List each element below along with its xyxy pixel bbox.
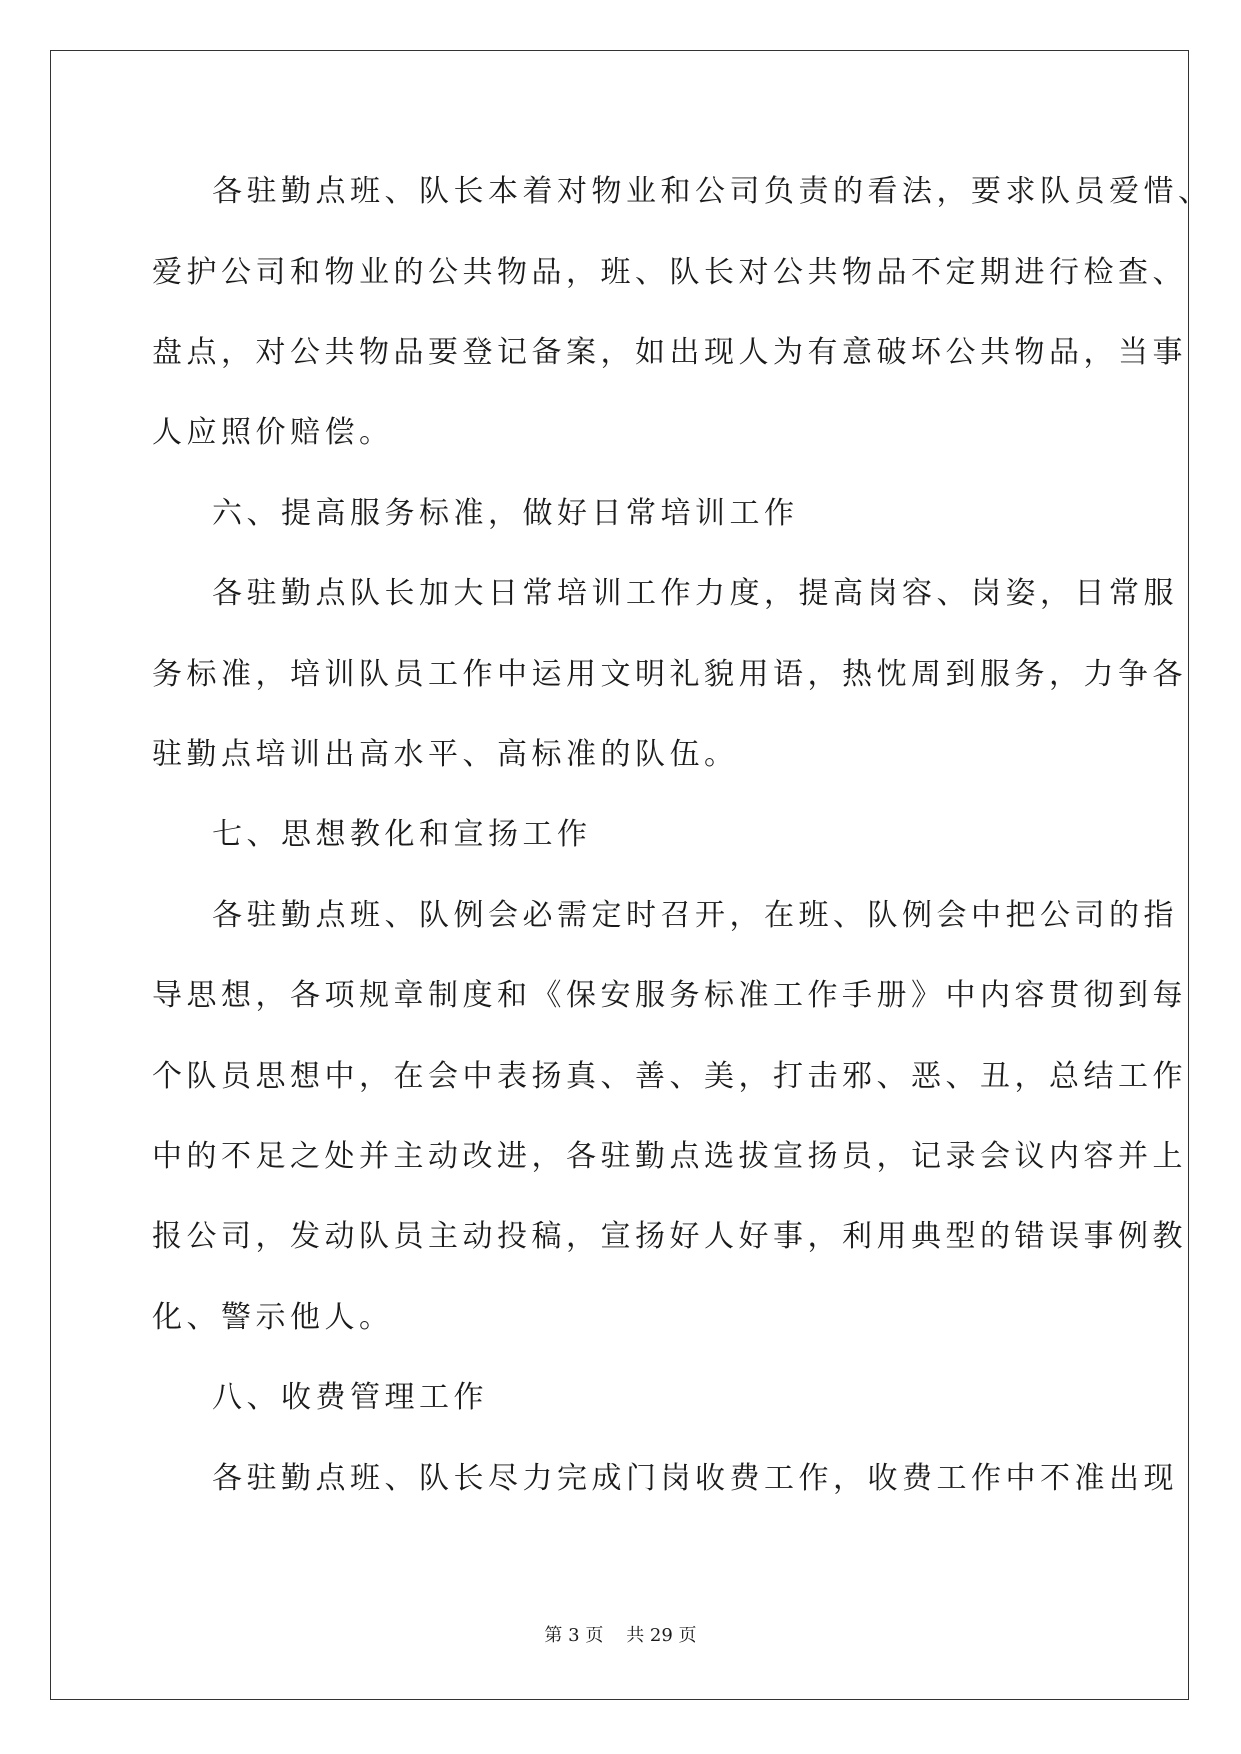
paragraph-line: 个队员思想中，在会中表扬真、善、美，打击邪、恶、丑，总结工作 xyxy=(152,1059,1187,1094)
paragraph-line: 各驻勤点队长加大日常培训工作力度，提高岗容、岗姿，日常服 xyxy=(212,576,1178,611)
page-border xyxy=(50,50,1189,1700)
paragraph-line: 中的不足之处并主动改进，各驻勤点选拔宣扬员，记录会议内容并上 xyxy=(152,1139,1187,1174)
paragraph-line: 爱护公司和物业的公共物品，班、队长对公共物品不定期进行检查、 xyxy=(152,255,1187,290)
section-heading: 八、收费管理工作 xyxy=(212,1380,488,1415)
paragraph-line: 盘点，对公共物品要登记备案，如出现人为有意破坏公共物品，当事 xyxy=(152,335,1187,370)
page-number-footer: 第 3 页 共 29 页 xyxy=(544,1625,697,1646)
paragraph-line: 各驻勤点班、队例会必需定时召开，在班、队例会中把公司的指 xyxy=(212,898,1178,933)
paragraph-line: 各驻勤点班、队长尽力完成门岗收费工作，收费工作中不准出现 xyxy=(212,1461,1178,1496)
paragraph-line: 驻勤点培训出高水平、高标准的队伍。 xyxy=(152,737,739,772)
paragraph-line: 化、警示他人。 xyxy=(152,1300,394,1335)
paragraph-line: 报公司，发动队员主动投稿，宣扬好人好事，利用典型的错误事例教 xyxy=(152,1219,1187,1254)
paragraph-line: 各驻勤点班、队长本着对物业和公司负责的看法，要求队员爱惜、 xyxy=(212,174,1213,209)
section-heading: 六、提高服务标准，做好日常培训工作 xyxy=(212,496,799,531)
paragraph-line: 人应照价赔偿。 xyxy=(152,415,394,450)
paragraph-line: 导思想，各项规章制度和《保安服务标准工作手册》中内容贯彻到每 xyxy=(152,978,1187,1013)
section-heading: 七、思想教化和宣扬工作 xyxy=(212,817,592,852)
paragraph-line: 务标准，培训队员工作中运用文明礼貌用语，热忱周到服务，力争各 xyxy=(152,657,1187,692)
